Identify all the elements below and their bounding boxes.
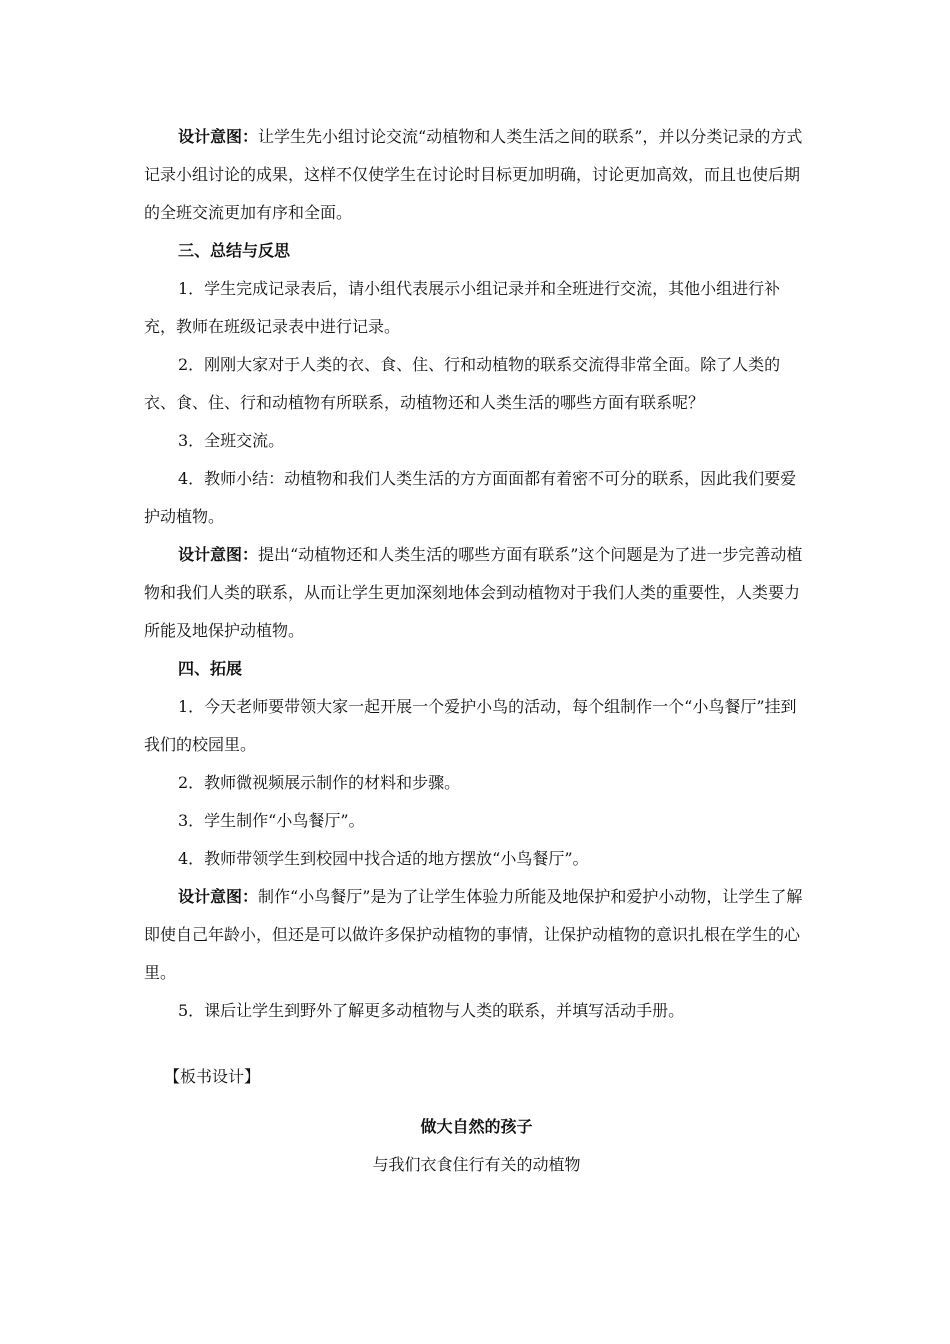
list-item: 2．刚刚大家对于人类的衣、食、住、行和动植物的联系交流得非常全面。除了人类的衣、食、住、行和动植物有所联系，动植物还和人类生活的哪些方面有联系呢？ <box>144 355 781 412</box>
design-intent-text: 制作“小鸟餐厅”是为了让学生体验力所能及地保护和爱护小动物，让学生了解即使自己年龄小，但还是可以做许多保护动植物的事情，让保护动植物的意识扎根在学生的心里。 <box>144 887 803 982</box>
section-heading: 三、总结与反思 <box>178 241 291 260</box>
spacer <box>144 1030 809 1048</box>
design-intent-label: 设计意图： <box>178 887 259 906</box>
design-intent-label: 设计意图： <box>178 127 259 146</box>
list-item: 1．学生完成记录表后，请小组代表展示小组记录并和全班进行交流，其他小组进行补充，教师在班级记录表中进行记录。 <box>144 279 781 336</box>
list-item: 3．学生制作“小鸟餐厅”。 <box>178 811 365 830</box>
design-intent-paragraph <box>144 118 809 232</box>
board-subtitle: 与我们衣食住行有关的动植物 <box>372 1155 581 1174</box>
section-heading: 四、拓展 <box>178 659 243 678</box>
list-item: 5．课后让学生到野外了解更多动植物与人类的联系，并填写活动手册。 <box>178 1001 685 1020</box>
design-intent-paragraph <box>144 878 809 992</box>
list-item: 1．今天老师要带领大家一起开展一个爱护小鸟的活动，每个组制作一个“小鸟餐厅”挂到我们的校园里。 <box>144 697 797 754</box>
design-intent-text: 提出“动植物还和人类生活的哪些方面有联系”这个问题是为了进一步完善动植物和我们人类的联系，从而让学生更加深刻地体会到动植物对于我们人类的重要性，人类要力所能及地保护动植物。 <box>144 545 803 640</box>
list-item: 4．教师小结：动植物和我们人类生活的方方面面都有着密不可分的联系，因此我们要爱护动植物。 <box>144 469 797 526</box>
list-item: 3．全班交流。 <box>178 431 285 450</box>
list-item: 2．教师微视频展示制作的材料和步骤。 <box>178 773 461 792</box>
document-body <box>144 118 809 1184</box>
design-intent-paragraph <box>144 536 809 650</box>
design-intent-label: 设计意图： <box>178 545 259 564</box>
board-title: 做大自然的孩子 <box>420 1117 533 1136</box>
board-design-label: 【板书设计】 <box>164 1067 261 1086</box>
list-item: 4．教师带领学生到校园中找合适的地方摆放“小鸟餐厅”。 <box>178 849 589 868</box>
design-intent-text: 让学生先小组讨论交流“动植物和人类生活之间的联系”，并以分类记录的方式记录小组讨论的成果，这样不仅使学生在讨论时目标更加明确，讨论更加高效，而且也使后期的全班交流更加有序和全面。 <box>144 127 803 222</box>
